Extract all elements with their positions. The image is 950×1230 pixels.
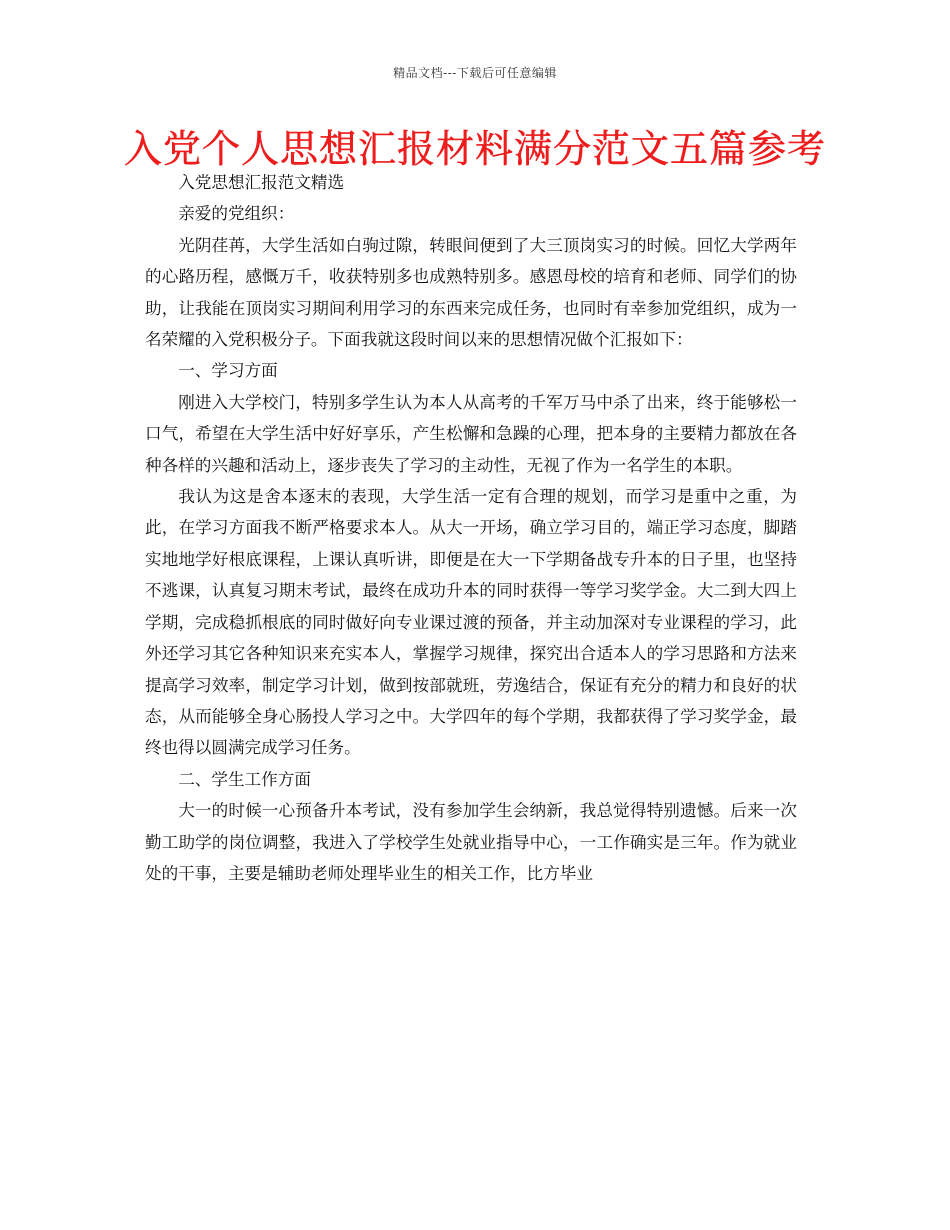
document-body [145,167,797,889]
paragraph-student-work-1: 大一的时候一心预备升本考试，没有参加学生会纳新，我总觉得特别遗憾。后来一次勤工助学的岗位调整，我进入了学校学生处就业指导中心，一工作确实是三年。作为就业处的干事，主要是辅助老师处理毕业生的相关工作，比方毕业 [145,801,797,883]
paragraph-salutation: 亲爱的党组织： [178,204,295,224]
page-header: 精品文档---下载后可任意编辑 [393,66,557,80]
paragraph-subtitle: 入党思想汇报范文精选 [178,173,345,192]
document-title: 入党个人思想汇报材料满分范文五篇参考 [123,127,826,171]
paragraph-study-2: 我认为这是舍本逐末的表现，大学生活一定有合理的规划，而学习是重中之重，为此，在学习方面我不断严格要求本人。从大一开场，确立学习目的，端正学习态度，脚踏实地地学好根底课程，上课认真听讲，即便是在大一下学期备战专升本的日子里，也坚持不逃课，认真复习期末考试，最终在成功升本的同时获得一等学习奖学金。大二到大四上学期，完成稳抓根底的同时做好向专业课过渡的预备，并主动加深对专业课程的学习，此外还学习其它各种知识来充实本人，掌握学习规律，探究出合适本人的学习思路和方法来提高学习效率，制定学习计划，做到按部就班，劳逸结合，保证有充分的精力和良好的状态，从而能够全身心肠投人学习之中。大学四年的每个学期，我都获得了学习奖学金，最终也得以圆满完成学习任务。 [145,487,797,758]
section-heading-study: 一、学习方面 [178,361,278,381]
paragraph-intro: 光阴荏苒，大学生活如白驹过隙，转眼间便到了大三顶岗实习的时候。回忆大学两年的心路历程，感慨万千，收获特别多也成熟特别多。感恩母校的培育和老师、同学们的协助，让我能在顶岗实习期间利用学习的东西来完成任务，也同时有幸参加党组织，成为一名荣耀的入党积极分子。下面我就这段时间以来的思想情况做个汇报如下： [145,235,797,350]
section-heading-student-work: 二、学生工作方面 [178,769,311,789]
paragraph-study-1: 刚进入大学校门，特别多学生认为本人从高考的千军万马中杀了出来，终于能够松一口气，希望在大学生活中好好享乐，产生松懈和急躁的心理，把本身的主要精力都放在各种各样的兴趣和活动上，逐步丧失了学习的主动性，无视了作为一名学生的本职。 [145,392,797,475]
